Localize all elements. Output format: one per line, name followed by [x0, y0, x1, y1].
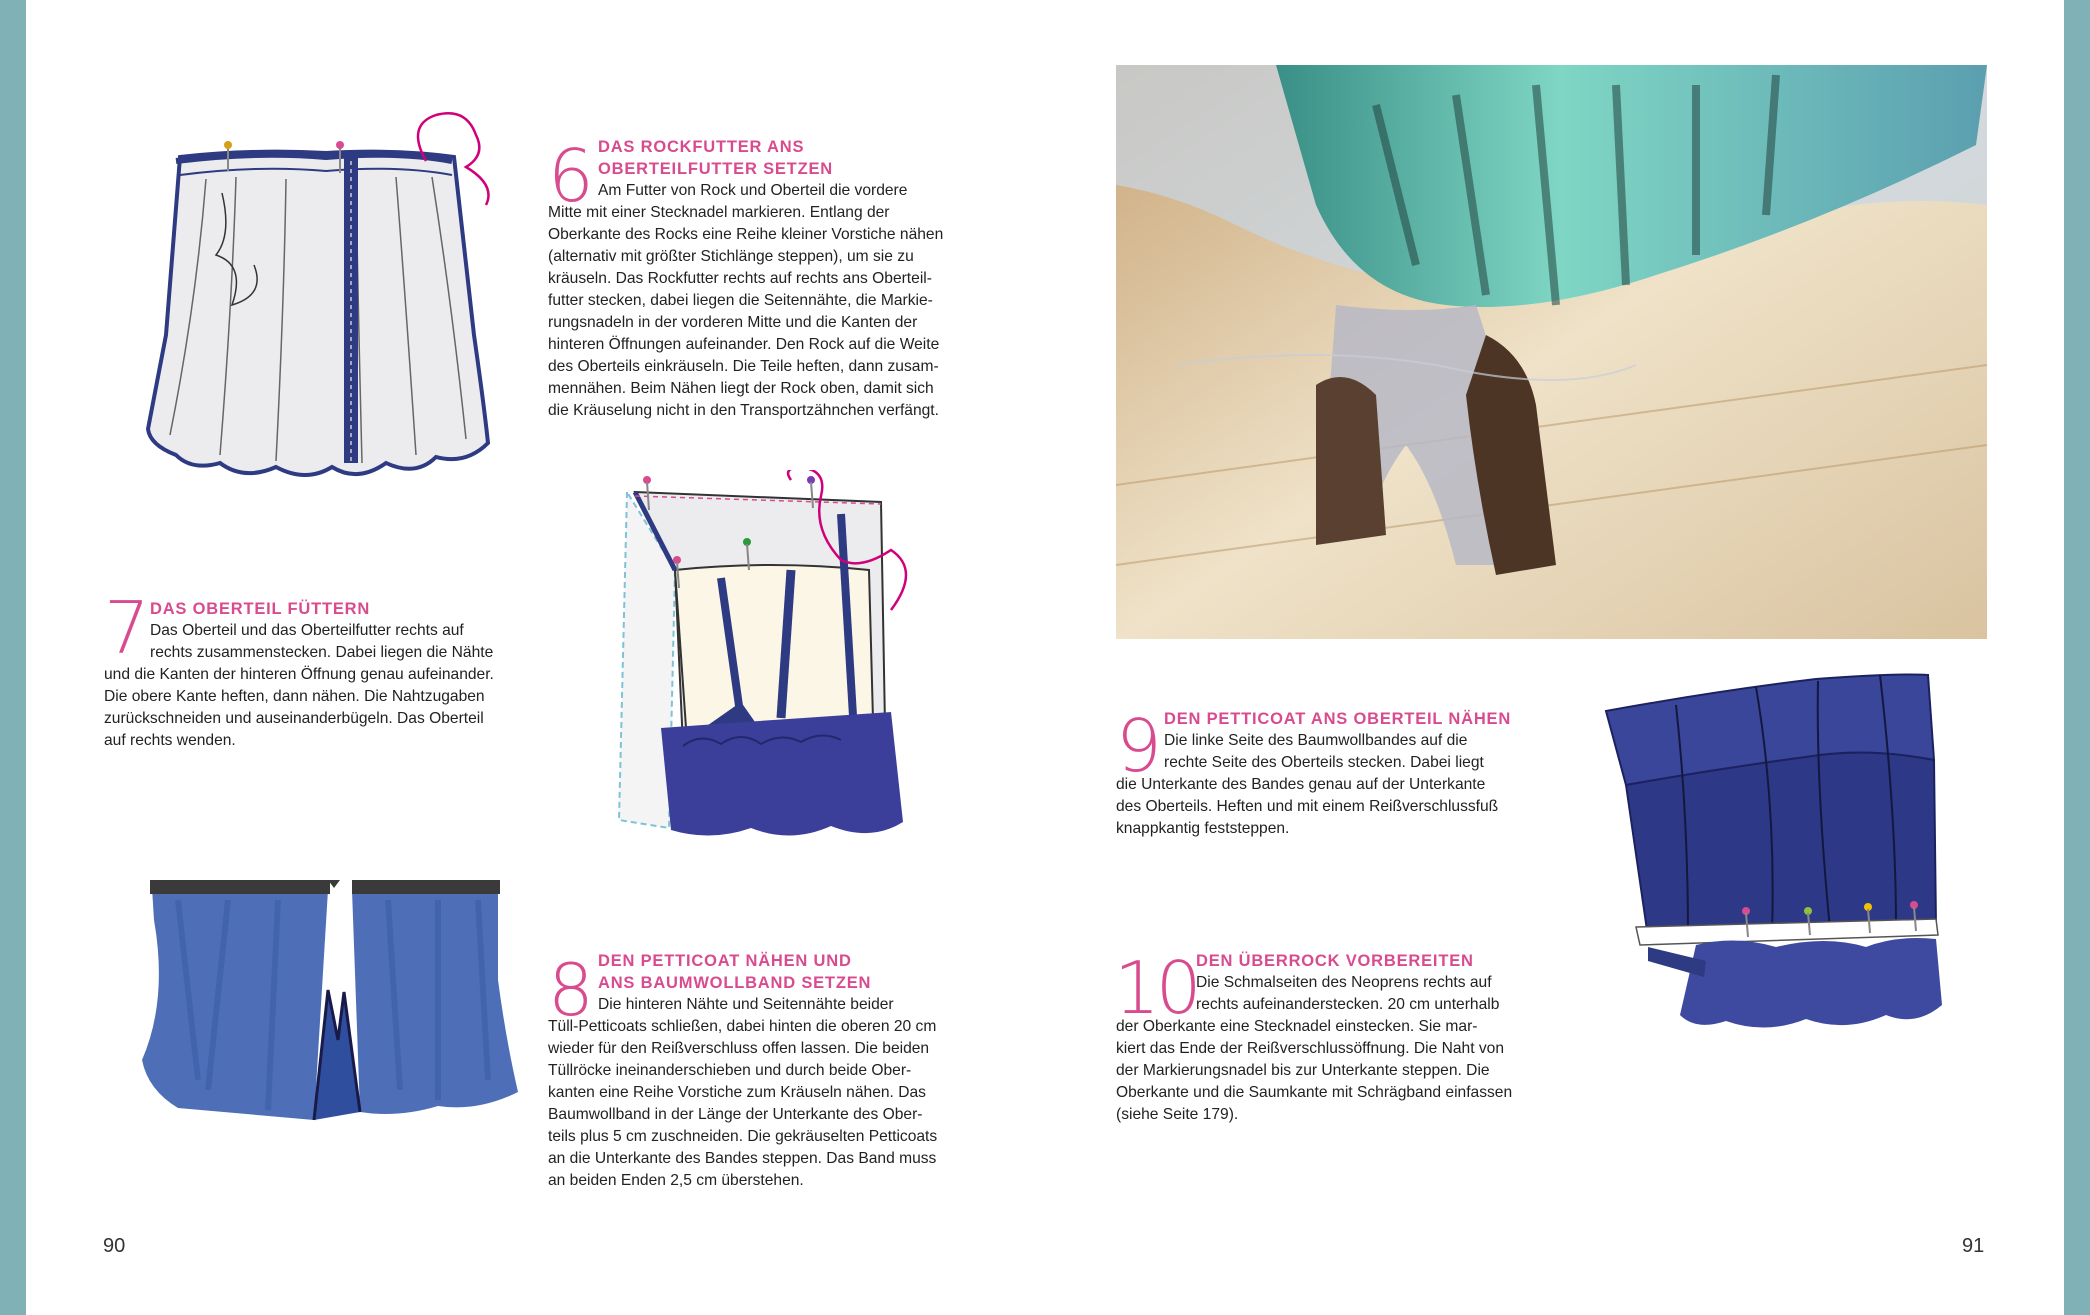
step-6 — [548, 136, 1018, 422]
step-body: Die linke Seite des Baumwollbandes auf die rechte Seite des Oberteils stecken. Dabei liegt die Unterkante des Bandes genau auf der Unterkante des Oberteils. Heften und mit einem Reißverschlussfuß knappkantig feststeppen. — [1116, 732, 1499, 837]
step-number: 9 — [1116, 704, 1162, 788]
step-10 — [1114, 946, 1586, 1126]
photo-finished-dress — [1116, 65, 1987, 639]
step-heading: DEN ÜBERROCK VORBEREITEN — [1196, 952, 1474, 970]
step-number: 10 — [1114, 946, 1198, 1030]
page-number-right: 91 — [1962, 1235, 1985, 1257]
step-8 — [548, 950, 1018, 1192]
step-9 — [1116, 704, 1576, 840]
illustration-bodice-lining — [591, 470, 911, 840]
step-number: 7 — [104, 586, 150, 670]
step-body: Am Futter von Rock und Oberteil die vordere Mitte mit einer Stecknadel markieren. Entlang der Oberkante des Rocks eine Reihe kleiner Vorstiche nähen (alternativ mit größter Stichlänge steppen), um sie zu kräuseln. Das Rockfutter rechts auf rechts ans Oberteil- futter stecken, dabei liegen die Seitennähte, die Markie- rungsnadeln in der vorderen Mitte und die Kanten der hinteren Öffnungen aufeinander. Den Rock auf die Weite des Oberteils einkräuseln. Die Teile heften, dann zusam- mennähen. Beim Nähen liegt der Rock oben, damit sich die Kräuselung nicht in den Transportzähnchen verfängt. — [548, 182, 944, 419]
step-heading: DEN PETTICOAT ANS OBERTEIL NÄHEN — [1164, 710, 1512, 728]
step-heading: DAS OBERTEIL FÜTTERN — [150, 600, 371, 618]
illustration-petticoat — [138, 880, 538, 1180]
step-body: Das Oberteil und das Oberteilfutter rechts auf rechts zusammenstecken. Dabei liegen die Nähte und die Kanten der hinteren Öffnung genau aufeinander. Die obere Kante heften, dann nähen. Die Nahtzugaben zurückschneiden und auseinanderbügeln. Das Oberteil auf rechts wenden. — [104, 622, 494, 749]
step-7 — [104, 586, 564, 752]
step-heading: DEN PETTICOAT NÄHEN UND ANS BAUMWOLLBAND SETZEN — [598, 952, 872, 992]
book-spread — [26, 0, 2064, 1315]
step-number: 8 — [548, 948, 594, 1032]
illustration-lining-skirt — [136, 105, 516, 505]
page-number-left: 90 — [103, 1235, 126, 1257]
illustration-petticoat-bodice — [1596, 665, 1966, 1045]
step-body: Die hinteren Nähte und Seitennähte beider Tüll-Petticoats schließen, dabei hinten die oberen 20 cm wieder für den Reißverschluss offen lassen. Die beiden Tüllröcke ineinanderschieben und durch beide Ober- kanten eine Reihe Vorstiche zum Kräuseln nähen. Das Baumwollband in der Länge der Unterkante des Ober- teils plus 5 cm zuschneiden. Die gekräuselten Petticoats an die Unterkante des Bandes steppen. Das Band muss an beiden Enden 2,5 cm überstehen. — [548, 996, 938, 1189]
step-number: 6 — [548, 134, 594, 218]
step-heading: DAS ROCKFUTTER ANS OBERTEILFUTTER SETZEN — [598, 138, 833, 178]
step-body: Die Schmalseiten des Neoprens rechts auf rechts aufeinanderstecken. 20 cm unterhalb der Oberkante eine Stecknadel einstecken. Sie mar- kiert das Ende der Reißverschlussöffnung. Die Naht von der Markierungsnadel bis zur Unterkante steppen. Die Oberkante und die Saumkante mit Schrägband einfassen (siehe Seite 179). — [1116, 974, 1513, 1123]
